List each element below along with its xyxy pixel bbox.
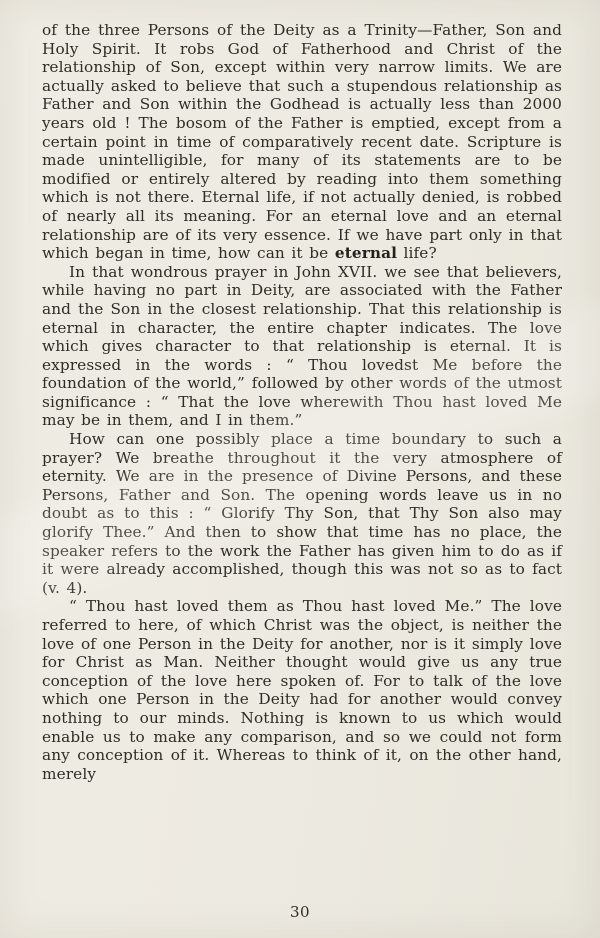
page-text bbox=[42, 21, 562, 783]
page-number: 30 bbox=[289, 903, 311, 921]
paragraph-1-text-after-bold: life? bbox=[397, 244, 437, 263]
paragraph-1 bbox=[42, 21, 562, 263]
paragraph-3: How can one possibly place a time boundary to such a prayer? We breathe throughout it the very atmosphere of eternity. We are in the presence of Divine Persons, and these Persons, Father and Son. The opening words leave us in no doubt as to this : “ Glorify Thy Son, that Thy Son also may glorify Thee.” And then to show that time has no place, the speaker refers to the work the Father has given him to do as if it were already accomplished, though this was not so as to fact (v. 4). bbox=[42, 430, 562, 597]
paragraph-4: “ Thou hast loved them as Thou hast loved Me.” The love referred to here, of which Christ was the object, is neither the love of one Person in the Deity for another, nor is it simply love for Christ as Man. Neither thought would give us any true conception of the love here spoken of. For to talk of the love which one Person in the Deity had for another would convey nothing to our minds. Nothing is known to us which would enable us to make any comparison, and so we could not form any conception of it. Whereas to think of it, on the other hand, merely bbox=[42, 597, 562, 783]
bold-word-eternal: eternal bbox=[334, 244, 397, 263]
paragraph-1-text-before-bold: of the three Persons of the Deity as a Trinity—Father, Son and Holy Spirit. It robs God of Fatherhood and Christ of the relationship of Son, except within very narrow limits. We are actually asked to believe that such a stupendous relationship as Father and Son within the Godhead is actually less than 2000 years old ! The bosom of the Father is emptied, except from a certain point in time of comparatively recent date. Scripture is made unintelligible, for many of its statements are to be modified or entirely altered by reading into them something which is not there. Eternal life, if not actually denied, is robbed of nearly all its meaning. For an eternal love and an eternal relationship are of its very essence. If we have part only in that which began in time, how can it be bbox=[42, 21, 562, 263]
paragraph-2: In that wondrous prayer in John XVII. we see that believers, while having no part in Deity, are associated with the Father and the Son in the closest relationship. That this relationship is eternal in character, the entire chapter indicates. The love which gives character to that relationship is eternal. It is expressed in the words : “ Thou lovedst Me before the foundation of the world,” followed by other words of the utmost significance : “ That the love wherewith Thou hast loved Me may be in them, and I in them.” bbox=[42, 262, 562, 430]
